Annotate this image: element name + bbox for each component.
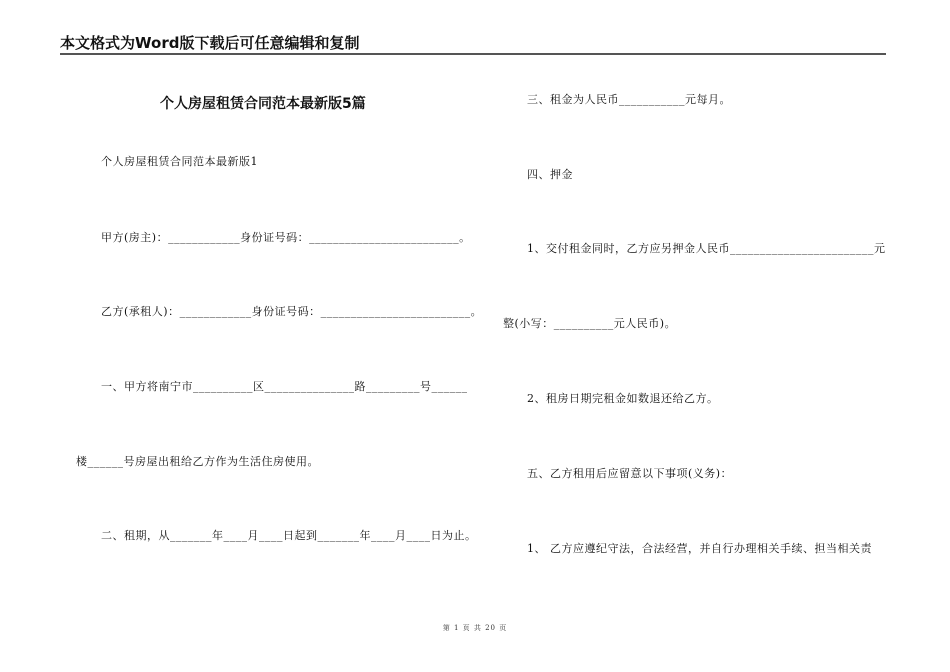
right-paragraph-5: 2、租房日期完租金如数退还给乙方。 bbox=[527, 392, 719, 405]
left-paragraph-1: 个人房屋租赁合同范本最新版1 bbox=[101, 155, 258, 168]
document-banner: 本文格式为Word版下载后可任意编辑和复制 bbox=[60, 34, 360, 52]
header-divider bbox=[60, 53, 886, 55]
right-paragraph-1: 三、租金为人民币___________元每月。 bbox=[527, 93, 731, 106]
left-paragraph-4: 一、甲方将南宁市__________区_______________路_________号______ bbox=[101, 380, 468, 393]
right-paragraph-3: 1、交付租金同时，乙方应另押金人民币________________________元 bbox=[527, 242, 886, 255]
left-paragraph-3: 乙方(承租人)：____________身份证号码：_________________________。 bbox=[101, 305, 483, 318]
left-paragraph-2: 甲方(房主)：____________身份证号码：_________________________。 bbox=[101, 231, 471, 244]
right-paragraph-4: 整(小写：__________元人民币)。 bbox=[503, 317, 677, 330]
left-paragraph-6: 二、租期，从_______年____月____日起到_______年____月____日为止。 bbox=[101, 529, 477, 542]
right-paragraph-7: 1、 乙方应遵纪守法，合法经营，并自行办理相关手续、担当相关责 bbox=[527, 542, 872, 555]
right-paragraph-2: 四、押金 bbox=[527, 168, 573, 181]
left-paragraph-5: 楼______号房屋出租给乙方作为生活住房使用。 bbox=[76, 455, 319, 468]
document-title: 个人房屋租赁合同范本最新版5篇 bbox=[160, 96, 366, 112]
page-number: 第 1 页 共 20 页 bbox=[442, 624, 508, 632]
right-paragraph-6: 五、乙方租用后应留意以下事项(义务)： bbox=[527, 467, 733, 480]
